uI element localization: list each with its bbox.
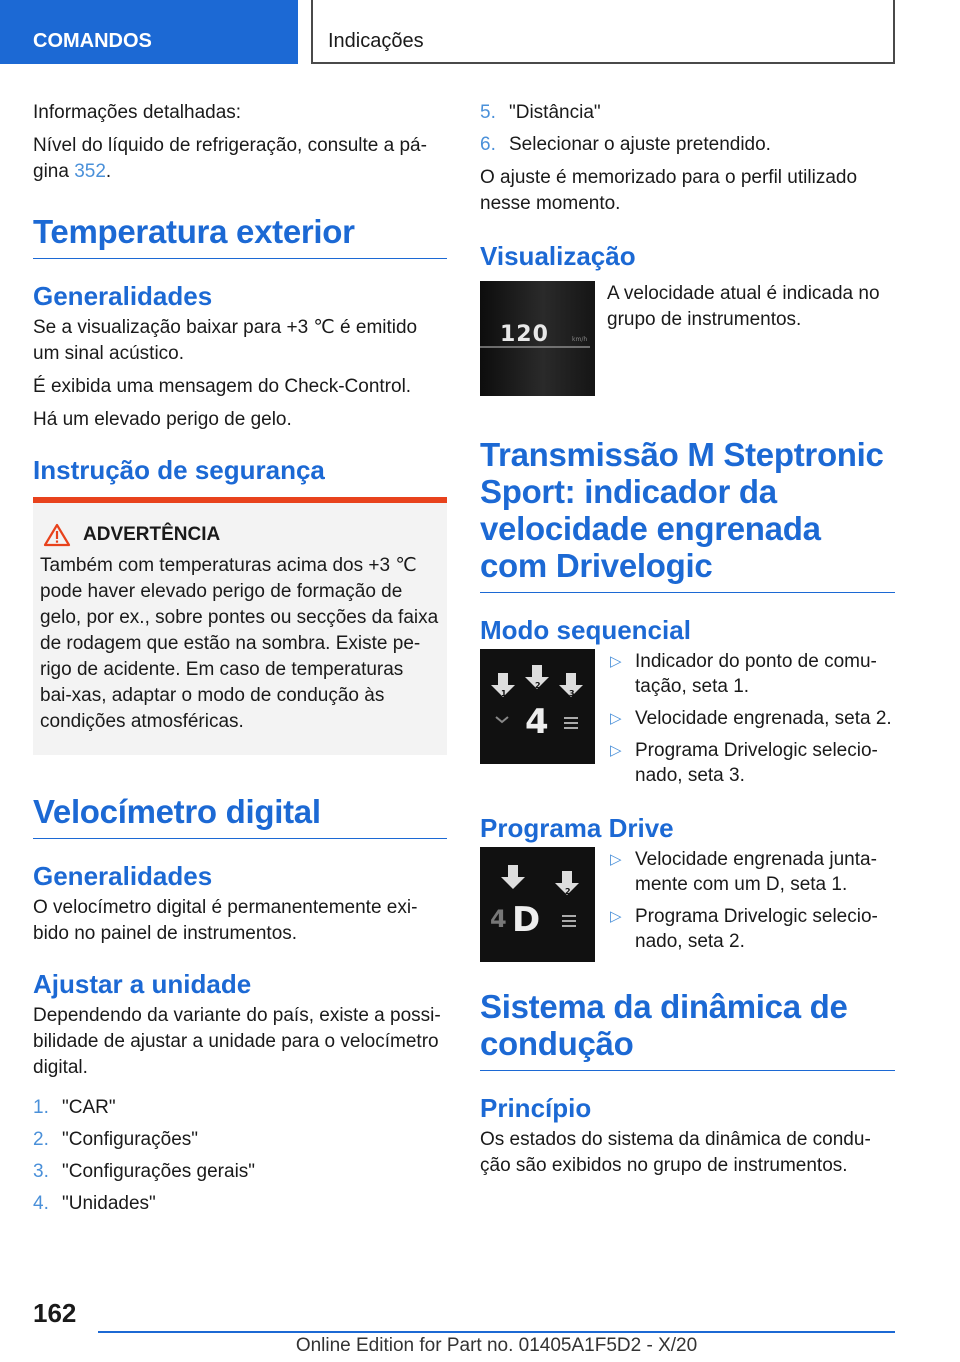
warning-box — [33, 497, 447, 755]
outside-temp-title: Temperatura exterior — [33, 213, 447, 259]
memo-text: O ajuste é memorizado para o perfil utilizado nesse momento. — [480, 167, 858, 214]
warning-header — [40, 523, 439, 547]
display-heading: Visualização — [480, 241, 636, 271]
arrow2-label: 2 — [535, 681, 541, 690]
item-text: Indicador do ponto de comu-tação, seta 1. — [635, 651, 877, 697]
transmission-title: Transmissão M Steptronic Sport: indicador da velocidade engrenada com Drivelogic — [480, 436, 895, 593]
display-text: A velocidade atual é indicada no grupo de instrumentos. — [607, 283, 880, 330]
speed-value: 120 — [500, 322, 549, 347]
right-column — [480, 100, 895, 1186]
page-number: 162 — [33, 1298, 77, 1328]
list-item — [607, 904, 895, 954]
intro-label: Informações detalhadas: — [33, 102, 242, 123]
sequential-text-block — [607, 649, 895, 795]
drive-figure-row — [480, 847, 895, 962]
intro-period: . — [105, 161, 112, 182]
unit-text: Dependendo da variante do país, existe a possi-bilidade de ajustar a unidade para o velocímetro digital. — [33, 1005, 441, 1078]
step-number: 3. — [33, 1161, 49, 1182]
section-title: COMANDOS — [33, 30, 152, 52]
list-item — [480, 132, 895, 158]
footer-edition: Online Edition for Part no. 01405A1F5D2 - X/20 — [295, 1335, 698, 1356]
sequential-gear-image — [480, 649, 595, 764]
left-column — [33, 100, 447, 1224]
unit-steps-list — [33, 1095, 447, 1217]
safety-heading: Instrução de segurança — [33, 455, 325, 485]
unit-heading: Ajustar a unidade — [33, 969, 252, 999]
intro-text: Nível do líquido de refrigeração, consulte a pá-gina — [33, 135, 427, 182]
dynamics-title: Sistema da dinâmica de condução — [480, 988, 895, 1071]
step-text: "Configurações gerais" — [62, 1161, 256, 1182]
drive-mode-figure — [480, 847, 595, 962]
warning-text: Também com temperaturas acima dos +3 ℃ pode haver elevado perigo de formação de gelo, por ex., sobre pontes ou secções da faixa de rodagem que estão na sombra. Existe pe-rigo de acidente. Em caso de temperaturas bai-xas, adaptar o modo de condução às condições atmosféricas. — [40, 555, 439, 732]
arrow3-label: 3 — [569, 689, 575, 698]
outside-temp-p3: Há um elevado perigo de gelo. — [33, 409, 292, 430]
item-text: Velocidade engrenada, seta 2. — [635, 708, 892, 729]
triangle-bullet-icon: ▷ — [610, 908, 622, 925]
display-figure-row — [480, 281, 895, 396]
triangle-bullet-icon: ▷ — [610, 653, 622, 670]
sequential-list — [607, 649, 895, 788]
drive-heading: Programa Drive — [480, 813, 674, 843]
sequential-figure-row — [480, 649, 895, 795]
chapter-header — [311, 0, 895, 64]
list-item — [607, 847, 895, 897]
step-number: 5. — [480, 102, 496, 123]
list-item — [607, 706, 895, 731]
page-ref-link[interactable]: 352 — [74, 161, 106, 182]
list-item — [607, 649, 895, 699]
list-item — [33, 1095, 447, 1121]
speed-display-figure — [480, 281, 595, 396]
drive-arrow2-label: 2 — [565, 887, 571, 896]
warning-triangle-icon — [43, 523, 71, 547]
triangle-bullet-icon: ▷ — [610, 710, 622, 727]
drive-mode-letter: D — [512, 900, 541, 940]
outside-temp-p2: É exibida uma mensagem do Check-Control. — [33, 376, 412, 397]
warning-title: ADVERTÊNCIA — [83, 524, 221, 545]
step-text: "CAR" — [62, 1097, 116, 1118]
step-number: 6. — [480, 134, 496, 155]
list-item — [33, 1191, 447, 1217]
triangle-bullet-icon: ▷ — [610, 851, 622, 868]
section-tab — [0, 0, 298, 64]
list-item — [33, 1159, 447, 1185]
list-item — [607, 738, 895, 788]
outside-temp-p1: Se a visualização baixar para +3 ℃ é emitido um sinal acústico. — [33, 317, 418, 364]
triangle-bullet-icon: ▷ — [610, 742, 622, 759]
footer-divider — [98, 1331, 895, 1333]
list-item — [33, 1127, 447, 1153]
step-text: Selecionar o ajuste pretendido. — [509, 134, 771, 155]
speedo-title: Velocímetro digital — [33, 793, 447, 839]
item-text: Velocidade engrenada junta-mente com um D, seta 1. — [635, 849, 877, 895]
step-text: "Distância" — [509, 102, 601, 123]
speedo-general-text: O velocímetro digital é permanentemente exi-bido no painel de instrumentos. — [33, 897, 418, 944]
speed-unit: km/h — [572, 336, 588, 343]
intro-paragraph — [33, 133, 447, 185]
unit-steps-continued — [480, 100, 895, 158]
drive-text-block — [607, 847, 895, 962]
drive-list — [607, 847, 895, 954]
drive-gear-image — [480, 847, 595, 962]
item-text: Programa Drivelogic selecio-nado, seta 3. — [635, 740, 878, 786]
display-text-block — [607, 281, 895, 396]
sequential-mode-figure — [480, 649, 595, 764]
item-text: Programa Drivelogic selecio-nado, seta 2. — [635, 906, 878, 952]
step-number: 1. — [33, 1097, 49, 1118]
sequential-heading: Modo sequencial — [480, 615, 691, 645]
principle-text: Os estados do sistema da dinâmica de condu-ção são exibidos no grupo de instrumentos. — [480, 1129, 871, 1176]
speedo-general-heading: Generalidades — [33, 861, 213, 891]
list-item — [480, 100, 895, 126]
step-text: "Unidades" — [62, 1193, 156, 1214]
speedometer-image — [480, 281, 595, 396]
drive-gear-digit: 4 — [490, 905, 507, 933]
step-text: "Configurações" — [62, 1129, 199, 1150]
principle-heading: Princípio — [480, 1093, 592, 1123]
gear-digit: 4 — [525, 702, 549, 742]
chapter-title: Indicações — [328, 30, 424, 52]
step-number: 4. — [33, 1193, 49, 1214]
arrow1-label: 1 — [501, 689, 507, 698]
outside-temp-general-heading: Generalidades — [33, 281, 213, 311]
step-number: 2. — [33, 1129, 49, 1150]
